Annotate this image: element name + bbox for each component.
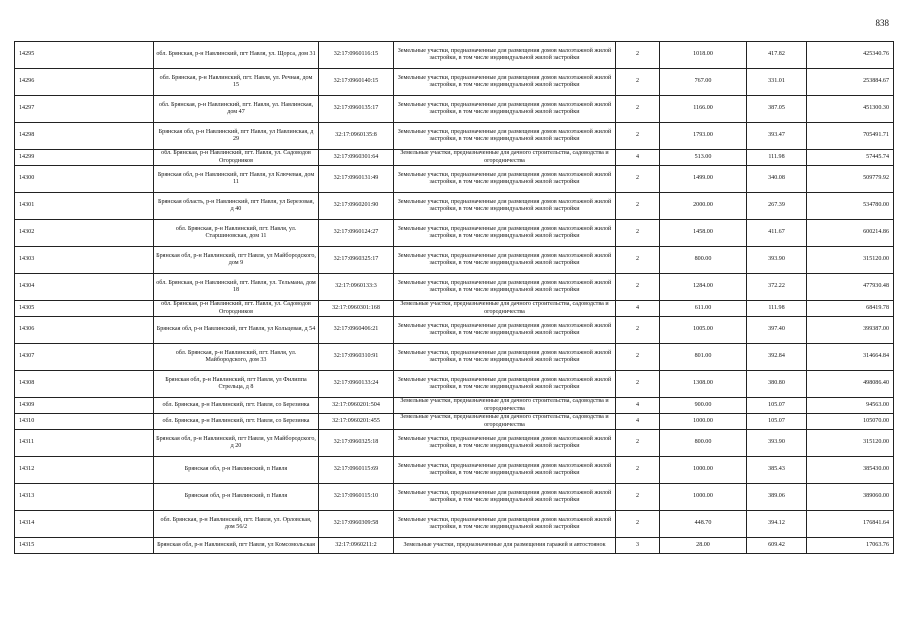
specific-value-cell: 609.42 <box>747 538 807 554</box>
address-cell: Брянская обл, р-н Навлинский, п Навля <box>154 484 319 511</box>
table-row <box>15 511 894 538</box>
specific-value-cell: 111.98 <box>747 150 807 166</box>
cadastral-number-cell: 32:17:0960135:17 <box>319 96 394 123</box>
cadastral-value-cell: 498086.40 <box>807 371 894 398</box>
table-row <box>15 371 894 398</box>
land-purpose-cell: Земельные участки, предназначенные для размещения домов малоэтажной жилой застройки, в том числе индивидуальной жилой застройки <box>394 69 616 96</box>
area-cell: 1005.00 <box>660 317 747 344</box>
specific-value-cell: 267.39 <box>747 193 807 220</box>
address-cell: обл. Брянская, р-н Навлинский, пгт. Навля, ул. Речная, дом 15 <box>154 69 319 96</box>
land-purpose-cell: Земельные участки, предназначенные для размещения домов малоэтажной жилой застройки, в том числе индивидуальной жилой застройки <box>394 247 616 274</box>
land-purpose-cell: Земельные участки, предназначенные для размещения домов малоэтажной жилой застройки, в том числе индивидуальной жилой застройки <box>394 166 616 193</box>
row-number-cell: 14310 <box>15 414 154 430</box>
cadastral-number-cell: 32:17:0960310:91 <box>319 344 394 371</box>
address-cell: обл. Брянская, р-н Навлинский, пгт. Навля, ул. Тельмана, дом 18 <box>154 274 319 301</box>
specific-value-cell: 380.80 <box>747 371 807 398</box>
area-cell: 767.00 <box>660 69 747 96</box>
cadastral-number-cell: 32:17:0960301:64 <box>319 150 394 166</box>
area-cell: 513.00 <box>660 150 747 166</box>
row-number-cell: 14304 <box>15 274 154 301</box>
cadastral-number-cell: 32:17:0960201:504 <box>319 398 394 414</box>
table-row <box>15 301 894 317</box>
cadastral-value-cell: 68419.78 <box>807 301 894 317</box>
table-row <box>15 247 894 274</box>
area-cell: 900.00 <box>660 398 747 414</box>
row-number-cell: 14301 <box>15 193 154 220</box>
cadastral-number-cell: 32:17:0960201:90 <box>319 193 394 220</box>
area-cell: 1166.00 <box>660 96 747 123</box>
row-number-cell: 14313 <box>15 484 154 511</box>
address-cell: обл. Брянская, р-н Навлинский, пгт. Навля, ул. Майбородского, дом 33 <box>154 344 319 371</box>
land-purpose-cell: Земельные участки, предназначенные для размещения домов малоэтажной жилой застройки, в том числе индивидуальной жилой застройки <box>394 220 616 247</box>
address-cell: обл. Брянская, р-н Навлинский, пгт. Навля, ул. Садоводов Огородников <box>154 150 319 166</box>
table-row <box>15 457 894 484</box>
address-cell: Брянская обл, р-н Навлинский, пгт Навля, ул Майбородского, д 20 <box>154 430 319 457</box>
table-row <box>15 484 894 511</box>
specific-value-cell: 340.08 <box>747 166 807 193</box>
specific-value-cell: 387.05 <box>747 96 807 123</box>
cadastral-number-cell: 32:17:0960309:58 <box>319 511 394 538</box>
table-row <box>15 274 894 301</box>
cadastral-value-cell: 399387.00 <box>807 317 894 344</box>
table-row <box>15 166 894 193</box>
specific-value-cell: 417.82 <box>747 42 807 69</box>
cadastral-value-cell: 253884.67 <box>807 69 894 96</box>
address-cell: обл. Брянская, р-н Навлинский, пгт. Навля, ул. Старшиновская, дом 11 <box>154 220 319 247</box>
table-row <box>15 220 894 247</box>
group-cell: 2 <box>616 371 660 398</box>
cadastral-value-cell: 314664.84 <box>807 344 894 371</box>
table-row <box>15 42 894 69</box>
cadastral-value-cell: 385430.00 <box>807 457 894 484</box>
area-cell: 1308.00 <box>660 371 747 398</box>
area-cell: 800.00 <box>660 430 747 457</box>
cadastral-number-cell: 32:17:0960124:27 <box>319 220 394 247</box>
cadastral-value-cell: 705491.71 <box>807 123 894 150</box>
cadastral-value-cell: 425340.76 <box>807 42 894 69</box>
area-cell: 1458.00 <box>660 220 747 247</box>
group-cell: 2 <box>616 430 660 457</box>
cadastral-number-cell: 32:17:0960115:69 <box>319 457 394 484</box>
cadastral-value-cell: 315120.00 <box>807 247 894 274</box>
cadastral-number-cell: 32:17:0960325:17 <box>319 247 394 274</box>
area-cell: 1793.00 <box>660 123 747 150</box>
table-row <box>15 317 894 344</box>
group-cell: 2 <box>616 457 660 484</box>
land-purpose-cell: Земельные участки, предназначенные для дачного строительства, садоводства и огородничества <box>394 150 616 166</box>
group-cell: 4 <box>616 301 660 317</box>
land-purpose-cell: Земельные участки, предназначенные для дачного строительства, садоводства и огородничества <box>394 414 616 430</box>
table-row <box>15 150 894 166</box>
cadastral-number-cell: 32:17:0960301:168 <box>319 301 394 317</box>
row-number-cell: 14305 <box>15 301 154 317</box>
row-number-cell: 14306 <box>15 317 154 344</box>
area-cell: 611.00 <box>660 301 747 317</box>
land-purpose-cell: Земельные участки, предназначенные для размещения домов малоэтажной жилой застройки, в том числе индивидуальной жилой застройки <box>394 42 616 69</box>
group-cell: 2 <box>616 317 660 344</box>
group-cell: 2 <box>616 344 660 371</box>
group-cell: 2 <box>616 220 660 247</box>
area-cell: 2000.00 <box>660 193 747 220</box>
address-cell: обл. Брянская, р-н Навлинский, пгт. Навля, ул. Садоводов Огородников <box>154 301 319 317</box>
cadastral-value-cell: 94563.00 <box>807 398 894 414</box>
specific-value-cell: 389.06 <box>747 484 807 511</box>
cadastral-number-cell: 32:17:0960133:3 <box>319 274 394 301</box>
cadastral-value-cell: 105070.00 <box>807 414 894 430</box>
specific-value-cell: 393.47 <box>747 123 807 150</box>
cadastral-number-cell: 32:17:0960133:24 <box>319 371 394 398</box>
cadastral-value-cell: 389060.00 <box>807 484 894 511</box>
address-cell: Брянская обл, р-н Навлинский, п Навля <box>154 457 319 484</box>
specific-value-cell: 411.67 <box>747 220 807 247</box>
group-cell: 2 <box>616 123 660 150</box>
cadastral-value-cell: 176841.64 <box>807 511 894 538</box>
land-purpose-cell: Земельные участки, предназначенные для размещения домов малоэтажной жилой застройки, в том числе индивидуальной жилой застройки <box>394 96 616 123</box>
address-cell: Брянская обл, р-н Навлинский, пгт Навля, ул Майбородского, дом 9 <box>154 247 319 274</box>
cadastral-number-cell: 32:17:0960135:8 <box>319 123 394 150</box>
row-number-cell: 14296 <box>15 69 154 96</box>
specific-value-cell: 392.84 <box>747 344 807 371</box>
row-number-cell: 14297 <box>15 96 154 123</box>
table-body <box>15 42 894 554</box>
land-purpose-cell: Земельные участки, предназначенные для размещения домов малоэтажной жилой застройки, в том числе индивидуальной жилой застройки <box>394 193 616 220</box>
address-cell: Брянская обл, р-н Навлинский, пгт Навля, ул Ключевая, дом 11 <box>154 166 319 193</box>
table-row <box>15 123 894 150</box>
group-cell: 2 <box>616 69 660 96</box>
address-cell: обл. Брянская, р-н Навлинский, пгт. Навля, ул. Орловская, дом 56/2 <box>154 511 319 538</box>
page-number: 838 <box>875 18 889 28</box>
cadastral-value-cell: 451300.30 <box>807 96 894 123</box>
row-number-cell: 14302 <box>15 220 154 247</box>
area-cell: 448.70 <box>660 511 747 538</box>
specific-value-cell: 393.90 <box>747 247 807 274</box>
row-number-cell: 14299 <box>15 150 154 166</box>
table-row <box>15 193 894 220</box>
land-purpose-cell: Земельные участки, предназначенные для размещения домов малоэтажной жилой застройки, в том числе индивидуальной жилой застройки <box>394 317 616 344</box>
address-cell: Брянская обл, р-н Навлинский, пгт Навля, ул Навлинская, д 29 <box>154 123 319 150</box>
land-purpose-cell: Земельные участки, предназначенные для размещения домов малоэтажной жилой застройки, в том числе индивидуальной жилой застройки <box>394 511 616 538</box>
address-cell: обл. Брянская, р-н Навлинский, пгт. Навля, со Березинка <box>154 398 319 414</box>
table-row <box>15 344 894 371</box>
group-cell: 4 <box>616 150 660 166</box>
group-cell: 2 <box>616 193 660 220</box>
specific-value-cell: 105.07 <box>747 398 807 414</box>
land-purpose-cell: Земельные участки, предназначенные для размещения домов малоэтажной жилой застройки, в том числе индивидуальной жилой застройки <box>394 344 616 371</box>
group-cell: 4 <box>616 414 660 430</box>
cadastral-value-cell: 17063.76 <box>807 538 894 554</box>
cadastral-number-cell: 32:17:0960116:15 <box>319 42 394 69</box>
group-cell: 2 <box>616 511 660 538</box>
table-row <box>15 398 894 414</box>
specific-value-cell: 105.07 <box>747 414 807 430</box>
group-cell: 2 <box>616 274 660 301</box>
table-row <box>15 414 894 430</box>
cadastral-number-cell: 32:17:0960140:15 <box>319 69 394 96</box>
cadastral-number-cell: 32:17:0960115:10 <box>319 484 394 511</box>
cadastral-value-cell: 477930.48 <box>807 274 894 301</box>
area-cell: 1000.00 <box>660 484 747 511</box>
row-number-cell: 14307 <box>15 344 154 371</box>
cadastral-value-cell: 600214.86 <box>807 220 894 247</box>
area-cell: 1284.00 <box>660 274 747 301</box>
group-cell: 3 <box>616 538 660 554</box>
cadastral-number-cell: 32:17:0960131:49 <box>319 166 394 193</box>
row-number-cell: 14295 <box>15 42 154 69</box>
cadastral-number-cell: 32:17:0960406:21 <box>319 317 394 344</box>
land-purpose-cell: Земельные участки, предназначенные для размещения гаражей и автостоянок <box>394 538 616 554</box>
row-number-cell: 14300 <box>15 166 154 193</box>
row-number-cell: 14308 <box>15 371 154 398</box>
row-number-cell: 14303 <box>15 247 154 274</box>
area-cell: 1018.00 <box>660 42 747 69</box>
land-purpose-cell: Земельные участки, предназначенные для размещения домов малоэтажной жилой застройки, в том числе индивидуальной жилой застройки <box>394 457 616 484</box>
group-cell: 2 <box>616 96 660 123</box>
area-cell: 1000.00 <box>660 414 747 430</box>
address-cell: Брянская обл, р-н Навлинский, пгт Навля, ул Комсомольская <box>154 538 319 554</box>
land-purpose-cell: Земельные участки, предназначенные для размещения домов малоэтажной жилой застройки, в том числе индивидуальной жилой застройки <box>394 274 616 301</box>
group-cell: 2 <box>616 166 660 193</box>
address-cell: Брянская область, р-н Навлинский, пгт Навля, ул Березовая, д 40 <box>154 193 319 220</box>
specific-value-cell: 331.01 <box>747 69 807 96</box>
land-purpose-cell: Земельные участки, предназначенные для размещения домов малоэтажной жилой застройки, в том числе индивидуальной жилой застройки <box>394 123 616 150</box>
row-number-cell: 14309 <box>15 398 154 414</box>
address-cell: Брянская обл, р-н Навлинский, пгт Навля, ул Филиппа Стрельца, д 8 <box>154 371 319 398</box>
area-cell: 1000.00 <box>660 457 747 484</box>
row-number-cell: 14311 <box>15 430 154 457</box>
row-number-cell: 14312 <box>15 457 154 484</box>
specific-value-cell: 394.12 <box>747 511 807 538</box>
cadastral-value-cell: 534780.00 <box>807 193 894 220</box>
group-cell: 2 <box>616 484 660 511</box>
cadastral-value-table <box>14 41 894 554</box>
area-cell: 801.00 <box>660 344 747 371</box>
area-cell: 800.00 <box>660 247 747 274</box>
land-purpose-cell: Земельные участки, предназначенные для размещения домов малоэтажной жилой застройки, в том числе индивидуальной жилой застройки <box>394 430 616 457</box>
area-cell: 1499.00 <box>660 166 747 193</box>
group-cell: 4 <box>616 398 660 414</box>
cadastral-value-cell: 509779.92 <box>807 166 894 193</box>
specific-value-cell: 393.90 <box>747 430 807 457</box>
land-purpose-cell: Земельные участки, предназначенные для дачного строительства, садоводства и огородничества <box>394 398 616 414</box>
land-purpose-cell: Земельные участки, предназначенные для размещения домов малоэтажной жилой застройки, в том числе индивидуальной жилой застройки <box>394 371 616 398</box>
specific-value-cell: 111.98 <box>747 301 807 317</box>
row-number-cell: 14315 <box>15 538 154 554</box>
land-purpose-cell: Земельные участки, предназначенные для дачного строительства, садоводства и огородничества <box>394 301 616 317</box>
row-number-cell: 14314 <box>15 511 154 538</box>
address-cell: обл. Брянская, р-н Навлинский, пгт. Навля, ул. Навлинская, дом 47 <box>154 96 319 123</box>
table-row <box>15 538 894 554</box>
row-number-cell: 14298 <box>15 123 154 150</box>
area-cell: 28.00 <box>660 538 747 554</box>
group-cell: 2 <box>616 247 660 274</box>
cadastral-value-cell: 57445.74 <box>807 150 894 166</box>
group-cell: 2 <box>616 42 660 69</box>
table-row <box>15 96 894 123</box>
cadastral-number-cell: 32:17:0960201:455 <box>319 414 394 430</box>
specific-value-cell: 385.43 <box>747 457 807 484</box>
land-purpose-cell: Земельные участки, предназначенные для размещения домов малоэтажной жилой застройки, в том числе индивидуальной жилой застройки <box>394 484 616 511</box>
cadastral-number-cell: 32:17:0960211:2 <box>319 538 394 554</box>
table-row <box>15 430 894 457</box>
address-cell: обл. Брянская, р-н Навлинский, пгт Навля, ул. Щорса, дом 31 <box>154 42 319 69</box>
address-cell: обл. Брянская, р-н Навлинский, пгт. Навля, со Березинка <box>154 414 319 430</box>
cadastral-value-cell: 315120.00 <box>807 430 894 457</box>
specific-value-cell: 397.40 <box>747 317 807 344</box>
cadastral-number-cell: 32:17:0960325:18 <box>319 430 394 457</box>
specific-value-cell: 372.22 <box>747 274 807 301</box>
table-row <box>15 69 894 96</box>
address-cell: Брянская обл, р-н Навлинский, пгт Навля, ул Кольцевая, д 54 <box>154 317 319 344</box>
